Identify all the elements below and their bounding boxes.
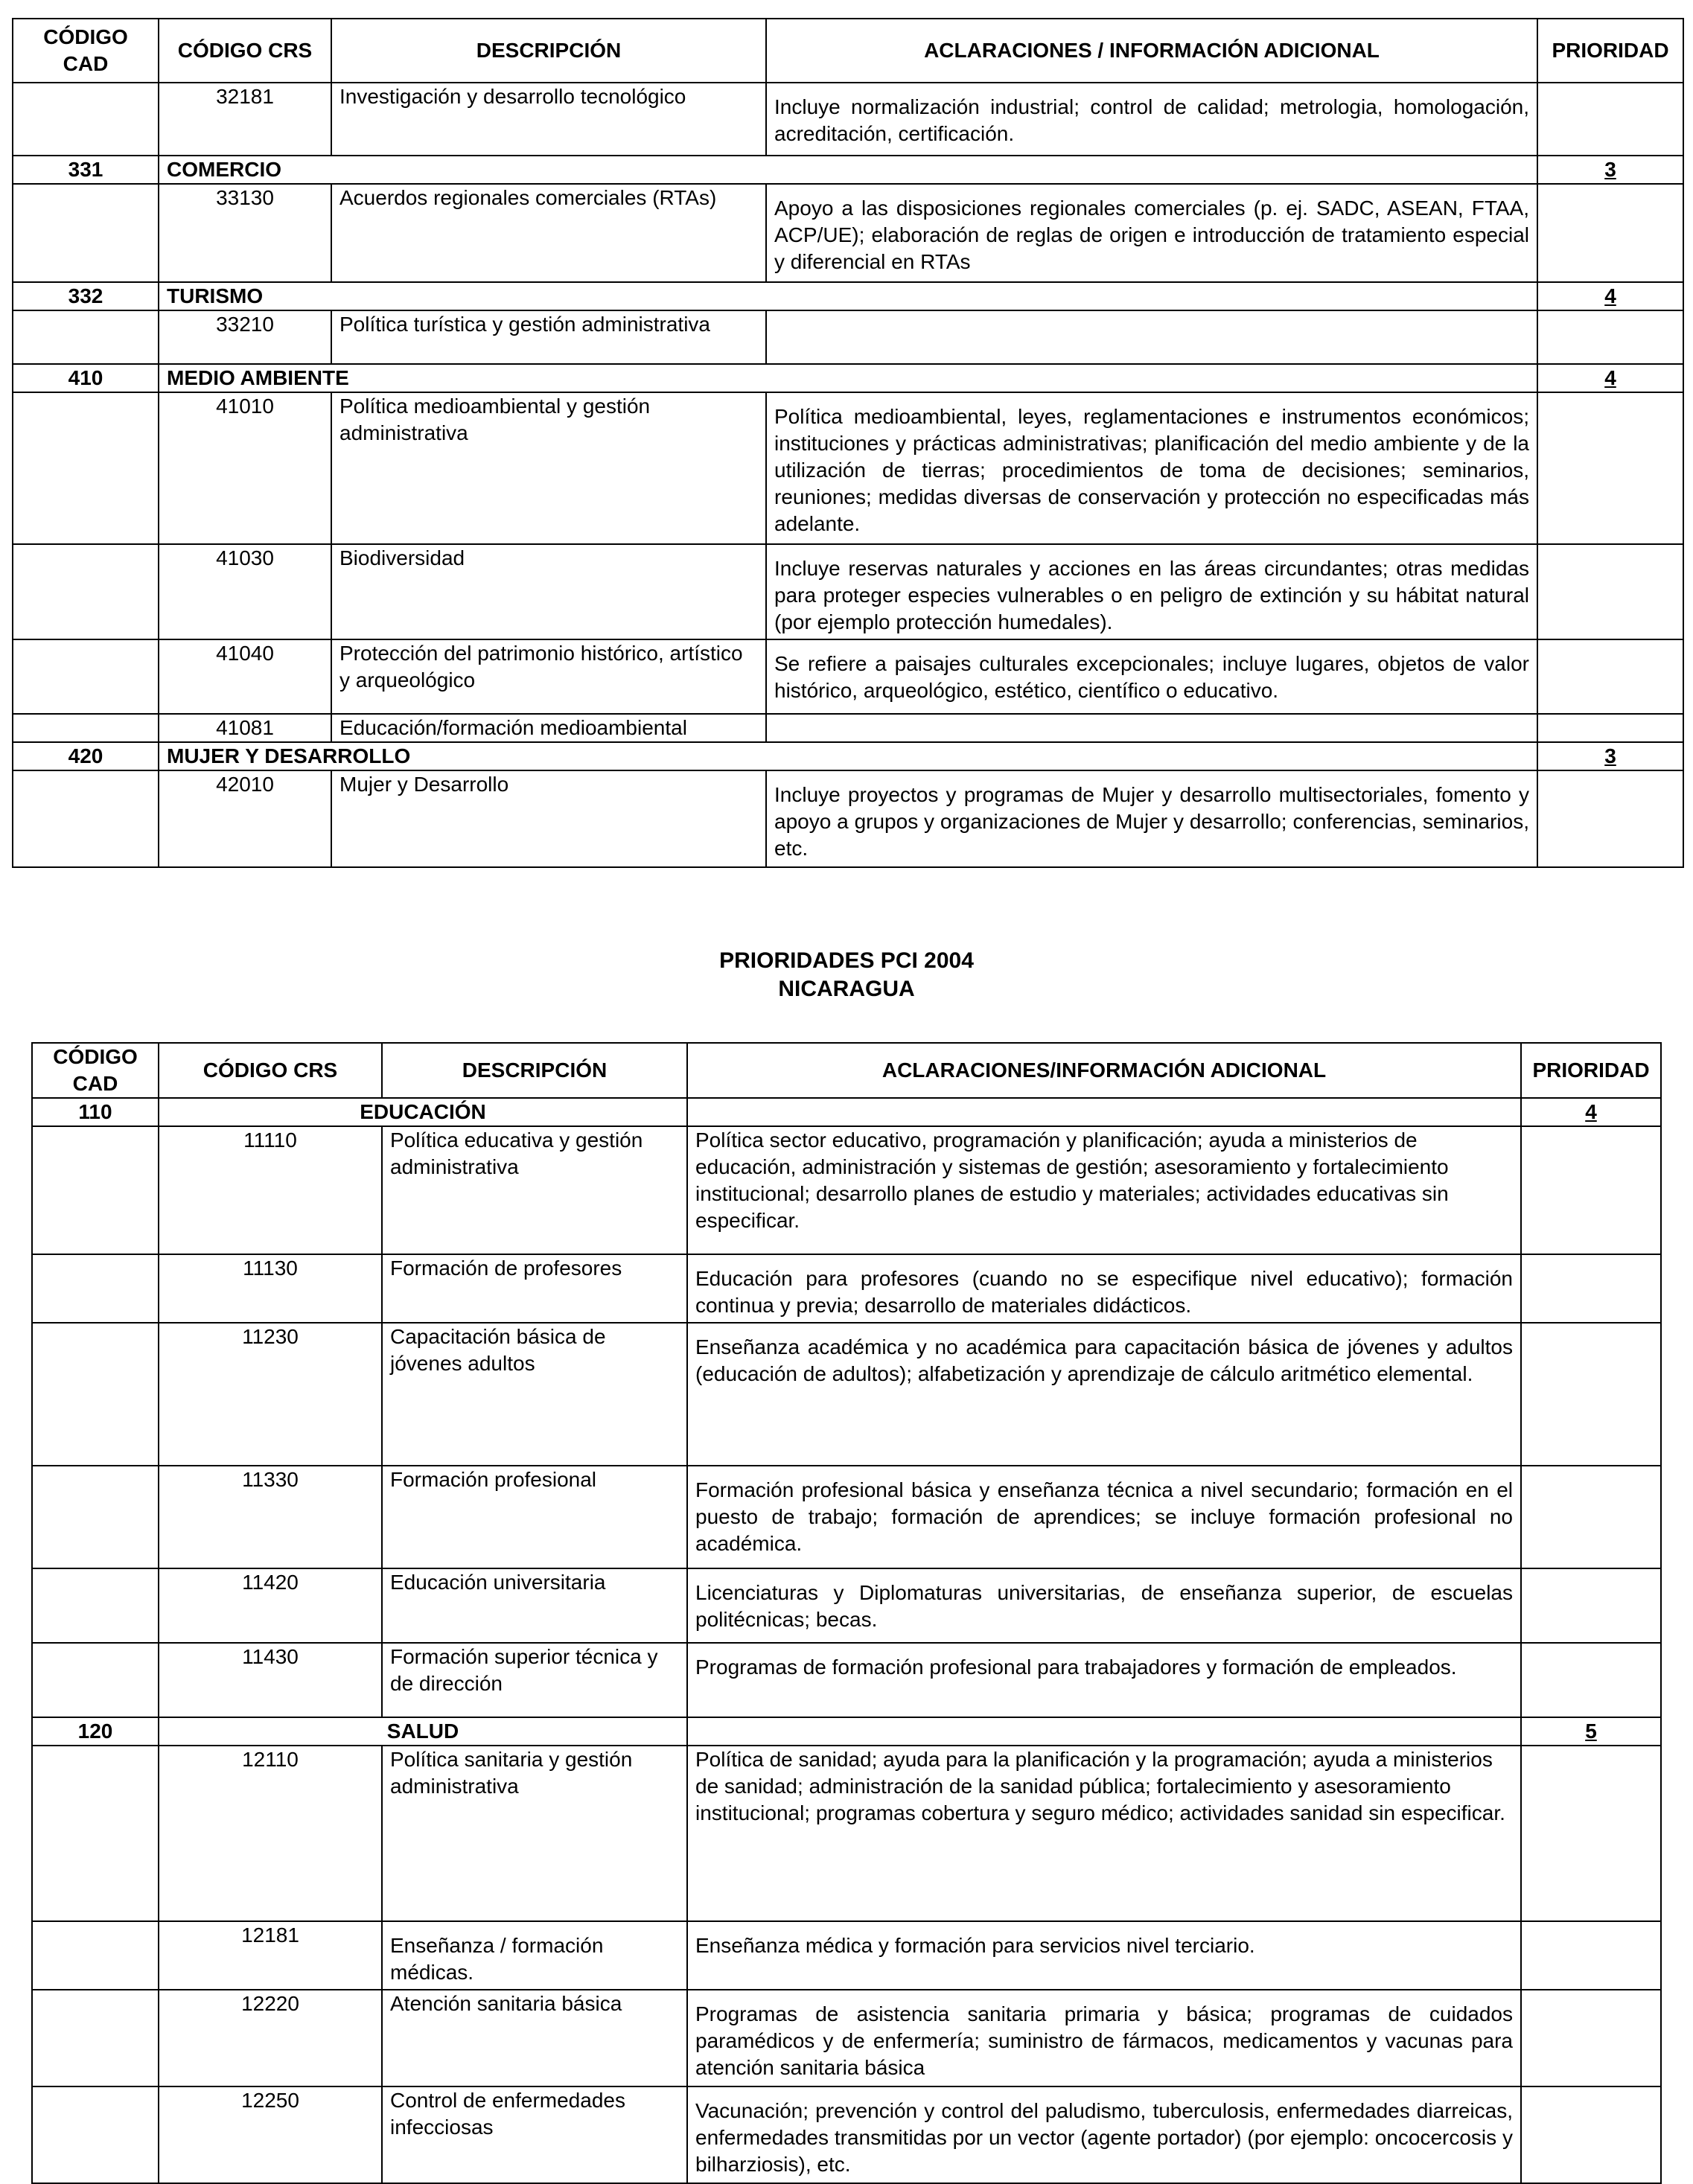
table-row — [32, 1254, 1661, 1323]
section-row — [13, 742, 1683, 770]
title-line-1: PRIORIDADES PCI 2004 — [719, 948, 974, 973]
description: Política turística y gestión administrativa — [331, 310, 766, 364]
description: Biodiversidad — [331, 544, 766, 639]
priority-value: 4 — [1537, 282, 1683, 310]
additional-info: Incluye proyectos y programas de Mujer y desarrollo multisectoriales, fomento y apoyo a grupos y organizaciones de Mujer y desarrollo; conferencias, seminarios, etc. — [766, 770, 1537, 867]
header-aclaraciones: ACLARACIONES / INFORMACIÓN ADICIONAL — [766, 19, 1537, 83]
description: Capacitación básica de jóvenes adultos — [382, 1323, 687, 1466]
cad-code: 420 — [13, 742, 159, 770]
crs-code: 11430 — [159, 1643, 382, 1717]
table-header-row — [13, 19, 1683, 83]
table-row — [32, 1466, 1661, 1568]
priority-value: 4 — [1521, 1098, 1661, 1126]
additional-info: Enseñanza académica y no académica para capacitación básica de jóvenes y adultos (educación de adultos); alfabetización y aprendizaje de cálculo aritmético elemental. — [687, 1323, 1521, 1466]
title-line-2: NICARAGUA — [778, 977, 915, 1001]
table-row — [32, 1921, 1661, 1990]
additional-info: Formación profesional básica y enseñanza técnica a nivel secundario; formación en el puesto de trabajo; formación de aprendices; se incluye formación profesional no académica. — [687, 1466, 1521, 1568]
table-row — [32, 1568, 1661, 1643]
cad-code: 410 — [13, 364, 159, 392]
table-row — [32, 1990, 1661, 2086]
description: Mujer y Desarrollo — [331, 770, 766, 867]
description: Formación de profesores — [382, 1254, 687, 1323]
section-row — [32, 1717, 1661, 1746]
cad-code: 120 — [32, 1717, 159, 1746]
priority-value: 3 — [1537, 156, 1683, 184]
crs-code: 12181 — [159, 1921, 382, 1990]
crs-code: 12220 — [159, 1990, 382, 2086]
header-codigo-crs: CÓDIGO CRS — [159, 1043, 382, 1098]
crs-code: 33130 — [159, 184, 331, 282]
table-row — [13, 392, 1683, 544]
header-aclaraciones: ACLARACIONES/INFORMACIÓN ADICIONAL — [687, 1043, 1521, 1098]
additional-info: Licenciaturas y Diplomaturas universitarias, de enseñanza superior, de escuelas politécnicas; becas. — [687, 1568, 1521, 1643]
header-descripcion: DESCRIPCIÓN — [382, 1043, 687, 1098]
table-row — [13, 544, 1683, 639]
crs-code: 41030 — [159, 544, 331, 639]
table-row — [13, 83, 1683, 156]
section-row — [13, 156, 1683, 184]
table-header-row — [32, 1043, 1661, 1098]
additional-info — [766, 714, 1537, 742]
crs-code: 11230 — [159, 1323, 382, 1466]
section-row — [32, 1098, 1661, 1126]
crs-code: 11130 — [159, 1254, 382, 1323]
description: Política sanitaria y gestión administrativa — [382, 1746, 687, 1921]
additional-info: Apoyo a las disposiciones regionales comerciales (p. ej. SADC, ASEAN, FTAA, ACP/UE); elaboración de reglas de origen e introducción de tratamiento especial y diferencial en RTAs — [766, 184, 1537, 282]
cad-code: 331 — [13, 156, 159, 184]
priority-value: 5 — [1521, 1717, 1661, 1746]
priorities-table-continued — [12, 18, 1684, 868]
table-row — [32, 1126, 1661, 1254]
description: Educación/formación medioambiental — [331, 714, 766, 742]
cad-code: 332 — [13, 282, 159, 310]
table-row — [32, 2086, 1661, 2183]
table-row — [13, 770, 1683, 867]
additional-info: Enseñanza médica y formación para servicios nivel terciario. — [687, 1921, 1521, 1990]
description: Acuerdos regionales comerciales (RTAs) — [331, 184, 766, 282]
crs-code: 11330 — [159, 1466, 382, 1568]
table-row — [32, 1323, 1661, 1466]
header-codigo-crs: CÓDIGO CRS — [159, 19, 331, 83]
table-row — [13, 714, 1683, 742]
header-codigo-cad: CÓDIGO CAD — [32, 1043, 159, 1098]
description: Protección del patrimonio histórico, artístico y arqueológico — [331, 639, 766, 714]
description: Enseñanza / formación médicas. — [382, 1921, 687, 1990]
cad-code: 110 — [32, 1098, 159, 1126]
additional-info: Programas de formación profesional para trabajadores y formación de empleados. — [687, 1643, 1521, 1717]
section-name: MEDIO AMBIENTE — [159, 364, 1537, 392]
description: Control de enfermedades infecciosas — [382, 2086, 687, 2183]
section-name: EDUCACIÓN — [159, 1098, 687, 1126]
header-prioridad: PRIORIDAD — [1521, 1043, 1661, 1098]
crs-code: 11420 — [159, 1568, 382, 1643]
crs-code: 12250 — [159, 2086, 382, 2183]
section-row — [13, 364, 1683, 392]
priority-value: 3 — [1537, 742, 1683, 770]
additional-info: Política medioambiental, leyes, reglamentaciones e instrumentos económicos; instituciones y prácticas administrativas; planificación del medio ambiente y de la utilización de tierras; procedimientos de toma de decisiones; seminarios, reuniones; medidas diversas de conservación y protección no especificadas más adelante. — [766, 392, 1537, 544]
crs-code: 41081 — [159, 714, 331, 742]
crs-code: 42010 — [159, 770, 331, 867]
table-row — [13, 310, 1683, 364]
crs-code: 33210 — [159, 310, 331, 364]
additional-info: Política sector educativo, programación y planificación; ayuda a ministerios de educación, administración y sistemas de gestión; asesoramiento y fortalecimiento institucional; desarrollo planes de estudio y materiales; actividades educativas sin especificar. — [687, 1126, 1521, 1254]
priority-value: 4 — [1537, 364, 1683, 392]
additional-info: Incluye normalización industrial; control de calidad; metrologia, homologación, acreditación, certificación. — [766, 83, 1537, 156]
description: Educación universitaria — [382, 1568, 687, 1643]
description: Formación profesional — [382, 1466, 687, 1568]
table-row — [32, 1746, 1661, 1921]
description: Política medioambiental y gestión administrativa — [331, 392, 766, 544]
crs-code: 12110 — [159, 1746, 382, 1921]
crs-code: 32181 — [159, 83, 331, 156]
table-row — [32, 1643, 1661, 1717]
crs-code: 41040 — [159, 639, 331, 714]
additional-info: Política de sanidad; ayuda para la planificación y la programación; ayuda a ministerios de sanidad; administración de la sanidad pública; fortalecimiento y asesoramiento institucional; programas cobertura y seguro médico; actividades sanidad sin especificar. — [687, 1746, 1521, 1921]
section-name: COMERCIO — [159, 156, 1537, 184]
table-row — [13, 184, 1683, 282]
additional-info: Se refiere a paisajes culturales excepcionales; incluye lugares, objetos de valor histórico, arqueológico, estético, científico o educativo. — [766, 639, 1537, 714]
additional-info: Incluye reservas naturales y acciones en las áreas circundantes; otras medidas para proteger especies vulnerables o en peligro de extinción y su hábitat natural (por ejemplo protección humedales). — [766, 544, 1537, 639]
section-row — [13, 282, 1683, 310]
table-row — [13, 639, 1683, 714]
header-codigo-cad: CÓDIGO CAD — [13, 19, 159, 83]
crs-code: 11110 — [159, 1126, 382, 1254]
description: Formación superior técnica y de dirección — [382, 1643, 687, 1717]
additional-info: Educación para profesores (cuando no se especifique nivel educativo); formación continua y previa; desarrollo de materiales didácticos. — [687, 1254, 1521, 1323]
additional-info — [766, 310, 1537, 364]
section-name: TURISMO — [159, 282, 1537, 310]
document-title — [0, 947, 1693, 1003]
additional-info: Programas de asistencia sanitaria primaria y básica; programas de cuidados paramédicos y de enfermería; suministro de fármacos, medicamentos y vacunas para atención sanitaria básica — [687, 1990, 1521, 2086]
description: Atención sanitaria básica — [382, 1990, 687, 2086]
additional-info: Vacunación; prevención y control del paludismo, tuberculosis, enfermedades diarreicas, enfermedades transmitidas por un vector (agente portador) (por ejemplo: oncocercosis y bilharziosis), etc. — [687, 2086, 1521, 2183]
header-descripcion: DESCRIPCIÓN — [331, 19, 766, 83]
description: Política educativa y gestión administrativa — [382, 1126, 687, 1254]
header-prioridad: PRIORIDAD — [1537, 19, 1683, 83]
section-name: MUJER Y DESARROLLO — [159, 742, 1537, 770]
section-name: SALUD — [159, 1717, 687, 1746]
priorities-table-nicaragua — [31, 1042, 1662, 2184]
description: Investigación y desarrollo tecnológico — [331, 83, 766, 156]
crs-code: 41010 — [159, 392, 331, 544]
